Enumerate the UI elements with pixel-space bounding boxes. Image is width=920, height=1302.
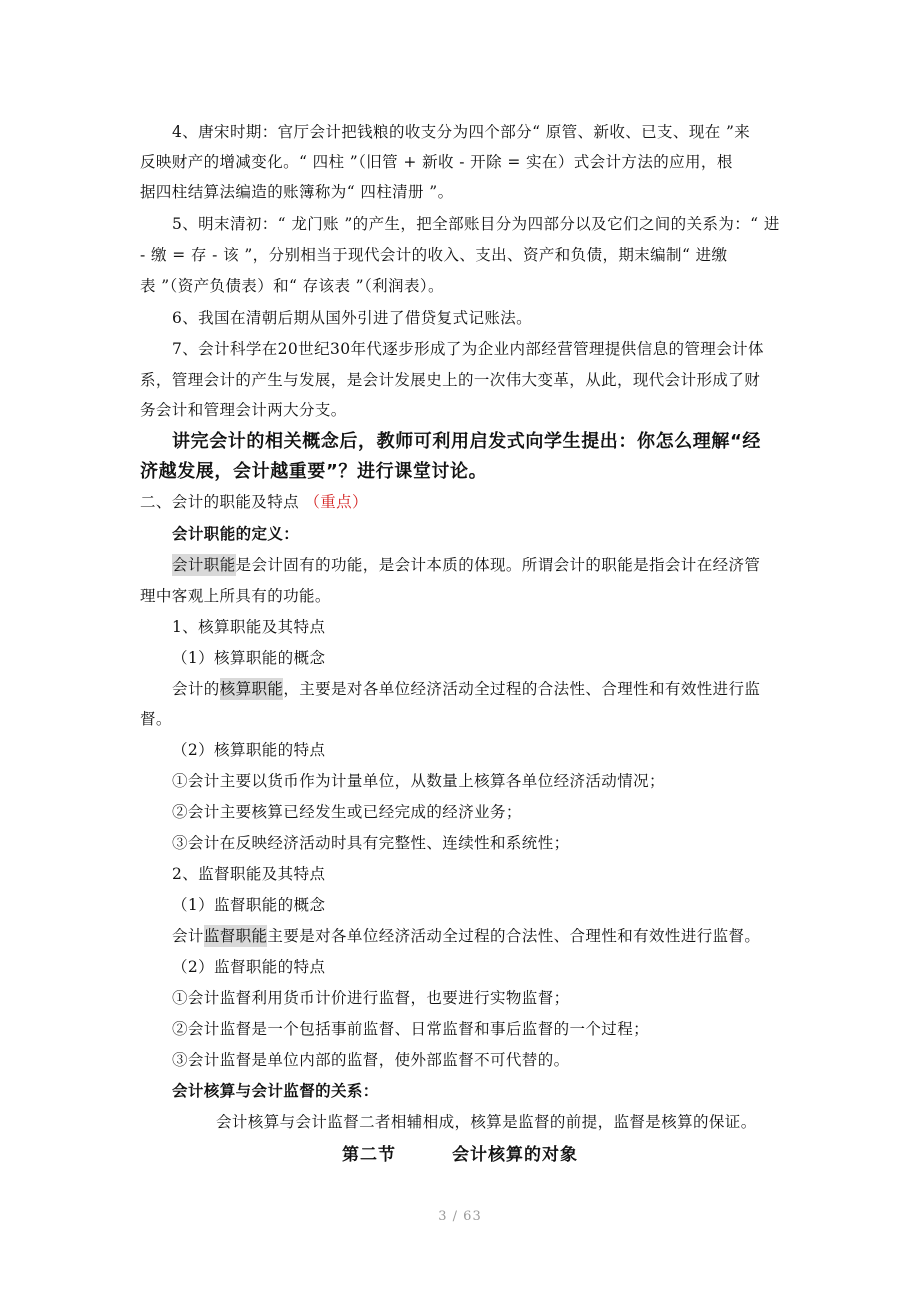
list-item: ②会计主要核算已经发生或已经完成的经济业务；: [172, 803, 522, 821]
highlight-term: 监督职能: [203, 927, 268, 945]
item-heading: （2）监督职能的特点: [172, 958, 326, 976]
subsection-heading: 1、核算职能及其特点: [172, 618, 326, 636]
list-item: ①会计监督利用货币计价进行监督，也要进行实物监督；: [172, 989, 570, 1007]
definition-heading: 会计职能的定义：: [172, 525, 300, 543]
relation-heading: 会计核算与会计监督的关系：: [172, 1082, 379, 1100]
list-item: ②会计监督是一个包括事前监督、日常监督和事后监督的一个过程；: [172, 1020, 650, 1038]
text-fragment: 会计的: [172, 680, 220, 698]
text-fragment: 主要是对各单位经济活动全过程的合法性、合理性和有效性进行监督。: [267, 927, 761, 945]
discussion-line: 讲完会计的相关概念后，教师可利用启发式向学生提出：你怎么理解“经: [172, 431, 762, 452]
text-fragment: ，主要是对各单位经济活动全过程的合法性、合理性和有效性进行监: [283, 680, 761, 698]
item-heading: （1）核算职能的概念: [172, 649, 326, 667]
list-item: ③会计监督是单位内部的监督，使外部监督不可代替的。: [172, 1051, 570, 1069]
paragraph-line: 系，管理会计的产生与发展，是会计发展史上的一次伟大变革，从此，现代会计形成了财: [140, 371, 761, 389]
subsection-heading: 2、监督职能及其特点: [172, 865, 326, 883]
highlight-term: 会计职能: [172, 556, 236, 574]
paragraph-line: [172, 926, 760, 946]
paragraph-line: 务会计和管理会计两大分支。: [140, 401, 347, 419]
definition-line: [172, 555, 760, 575]
paragraph-line: 6、我国在清朝后期从国外引进了借贷复式记账法。: [172, 309, 533, 327]
list-item: ③会计在反映经济活动时具有完整性、连续性和系统性；: [172, 834, 570, 852]
item-heading: （2）核算职能的特点: [172, 741, 326, 759]
list-item: ①会计主要以货币作为计量单位，从数量上核算各单位经济活动情况；: [172, 772, 665, 790]
text-fragment: 会计: [172, 927, 204, 945]
paragraph-line: 4、唐宋时期：官厅会计把钱粮的收支分为四个部分“ 原管、新收、已支、现在 ”来: [172, 123, 751, 141]
paragraph-line: [172, 679, 760, 699]
paragraph-line: 5、明末清初：“ 龙门账 ”的产生，把全部账目分为四部分以及它们之间的关系为：“ 进: [172, 215, 780, 233]
section-heading: [140, 492, 368, 512]
definition-text: 是会计固有的功能，是会计本质的体现。所谓会计的职能是指会计在经济管: [235, 556, 761, 574]
section-heading-text: 二、会计的职能及特点: [140, 493, 305, 511]
page-indicator: 3 / 63: [438, 1209, 482, 1224]
section-title: [0, 1140, 920, 1165]
highlight-term: 核算职能: [219, 680, 284, 698]
discussion-line: 济越发展，会计越重要”？进行课堂讨论。: [140, 461, 488, 482]
paragraph-line: - 缴 = 存 - 该 ”，分别相当于现代会计的收入、支出、资产和负债，期末编制“ 进缴: [140, 246, 728, 264]
paragraph-line: 反映财产的增减变化。“ 四柱 ”（旧管 + 新收 - 开除 = 实在）式会计方法的应用，根: [140, 153, 733, 171]
definition-line: 理中客观上所具有的功能。: [140, 587, 331, 605]
paragraph-line: 7、会计科学在20世纪30年代逐步形成了为企业内部经营管理提供信息的管理会计体: [172, 340, 764, 358]
relation-text: 会计核算与会计监督二者相辅相成，核算是监督的前提，监督是核算的保证。: [216, 1113, 757, 1131]
section-name: 会计核算的对象: [452, 1145, 578, 1165]
key-point-tag: （重点）: [304, 493, 368, 511]
section-number: 第二节: [342, 1145, 396, 1165]
paragraph-line: 表 ”（资产负债表）和“ 存该表 ”（利润表）。: [140, 277, 444, 295]
item-heading: （1）监督职能的概念: [172, 896, 326, 914]
paragraph-line: 督。: [140, 710, 172, 728]
paragraph-line: 据四柱结算法编造的账簿称为“ 四柱清册 ”。: [140, 183, 454, 201]
